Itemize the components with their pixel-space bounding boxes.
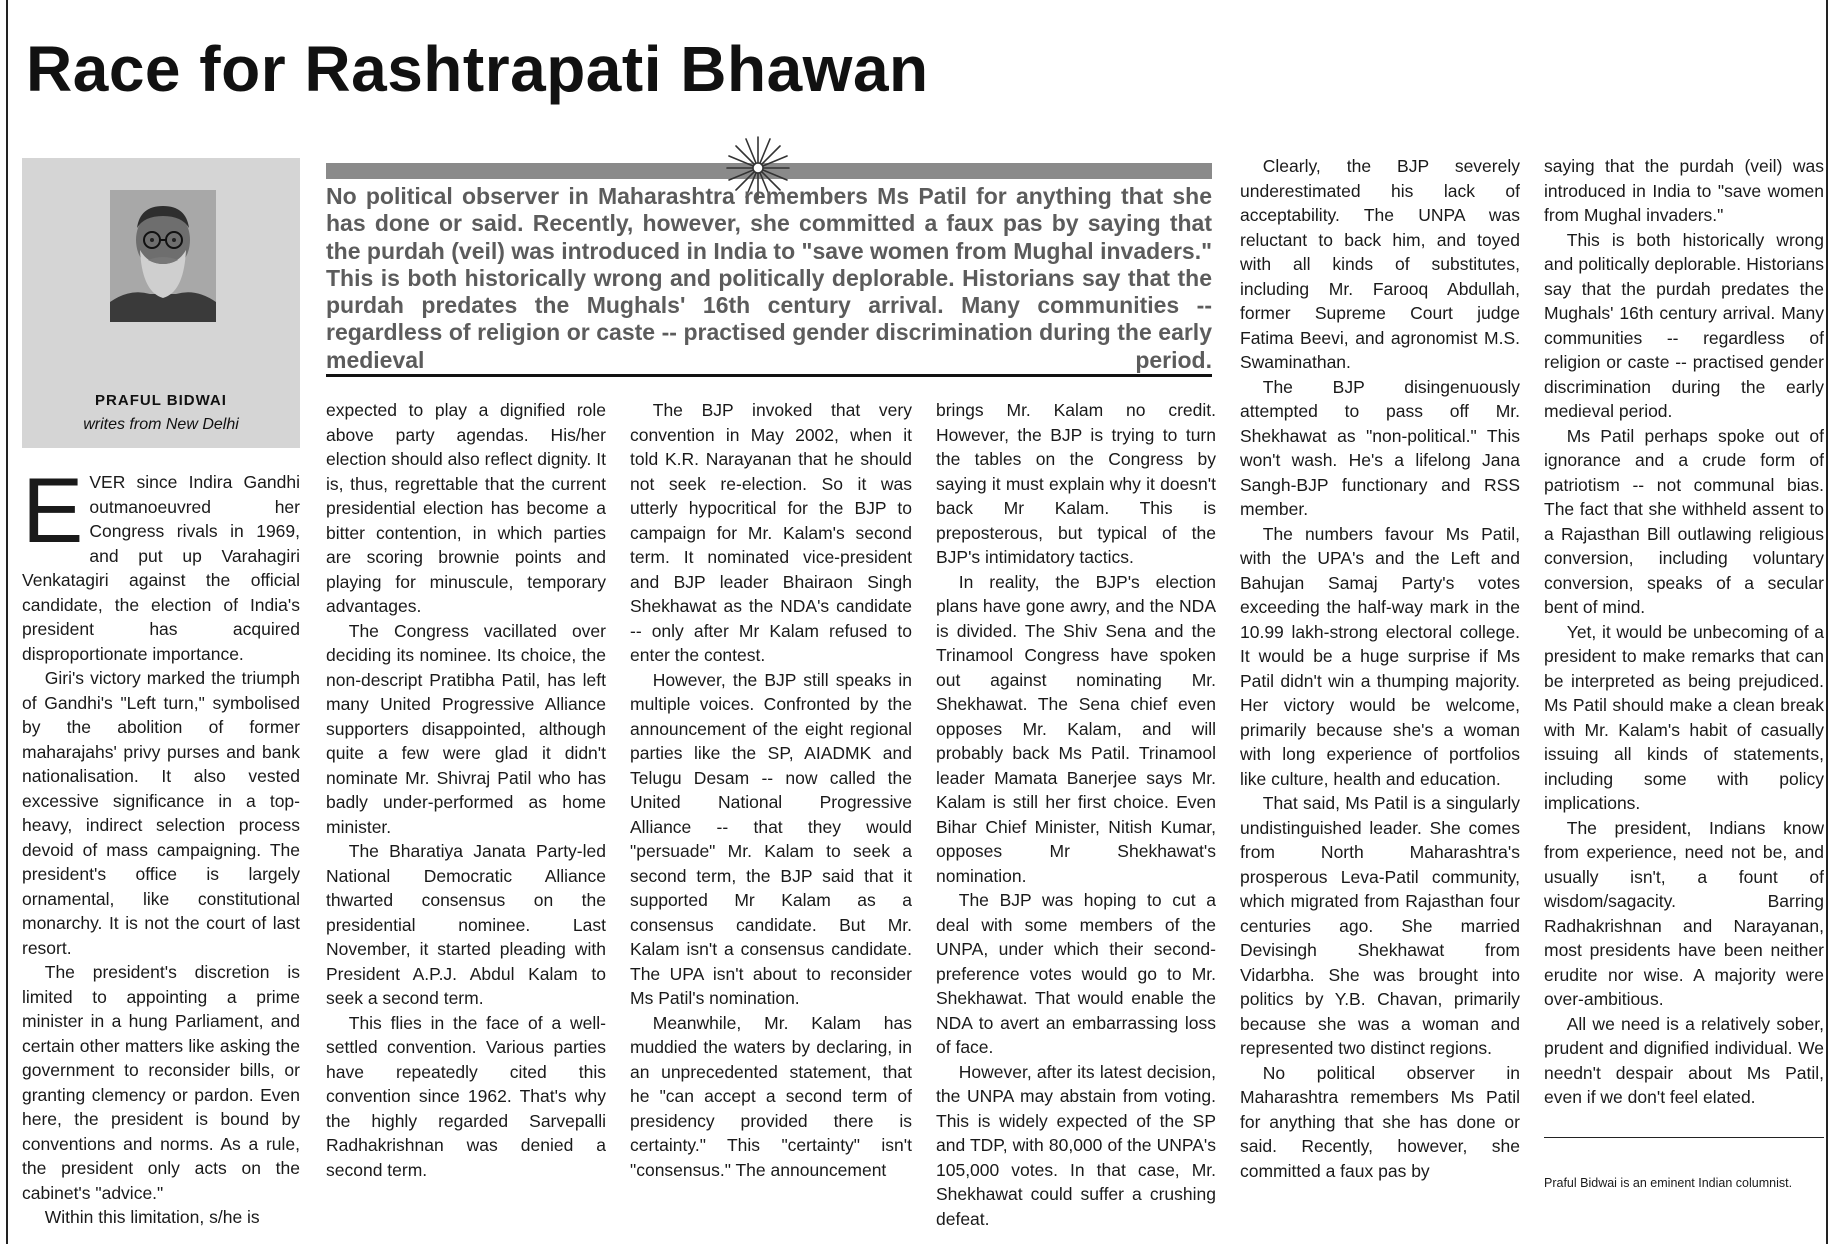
author-name: PRAFUL BIDWAI	[95, 392, 227, 409]
author-photo	[110, 190, 216, 322]
paragraph: The BJP was hoping to cut a deal with some members of the UNPA, under which their second-preference votes would go to Mr. Shekhawat. That would enable the NDA to avert an embarrassing loss of face.	[936, 890, 1216, 1057]
paragraph: Yet, it would be unbecoming of a president to make remarks that can be interpreted as being prejudiced. Ms Patil should make a clean break with Mr. Kalam's habit of casually issuing all kinds of statements, including some with policy implications.	[1544, 621, 1824, 813]
paragraph: The BJP disingenuously attempted to pass off Mr. Shekhawat as "non-political." This won't wash. He's a lifelong Jana Sangh-BJP functionary and RSS member.	[1240, 376, 1520, 519]
paragraph: brings Mr. Kalam no credit. However, the BJP is trying to turn the tables on the Congress by saying it must explain why it doesn't back Mr Kalam. This is preposterous, but typical of the BJP's intimidatory tactics.	[936, 400, 1216, 567]
paragraph: However, after its latest decision, the UNPA may abstain from voting. This is widely expected of the SP and TDP, with 80,000 of the UNPA's 105,000 votes. In that case, Mr. Shekhawat could suffer a crushing defeat.	[936, 1061, 1216, 1229]
headline: Race for Rashtrapati Bhawan	[26, 33, 929, 105]
paragraph: Meanwhile, Mr. Kalam has muddied the waters by declaring, in an unprecedented statement, that he "can accept a second term of presidency provided there is certainty." This "certainty" isn't "consensus." The announcement	[630, 1012, 912, 1180]
paragraph: That said, Ms Patil is a singularly undistinguished leader. She comes from North Maharashtra's prosperous Leva-Patil community, which migrated from Rajasthan four centuries ago. She married Devisingh Shekhawat from Vidarbha. She was brought into politics by Y.B. Chavan, primarily because she was a woman and represented two distinct regions.	[1240, 793, 1520, 1058]
author-location: writes from New Delhi	[83, 416, 239, 433]
drop-cap: E	[22, 470, 84, 562]
article-column-2	[326, 398, 606, 1244]
article-column-4	[936, 398, 1216, 1244]
page-border-left	[6, 0, 8, 1244]
article-end-rule	[1544, 1137, 1824, 1138]
paragraph: saying that the purdah (veil) was introduced in India to "save women from Mughal invaders."	[1544, 156, 1824, 225]
author-portrait-icon	[110, 190, 216, 322]
page-border-right	[1826, 0, 1828, 1244]
paragraph: The president, Indians know from experience, need not be, and usually isn't, a fount of wisdom/sagacity. Barring Radhakrishnan and Narayanan, most presidents have been neither erudite nor wise. A majority were over-ambitious.	[1544, 817, 1824, 1009]
article-column-1	[22, 470, 300, 1244]
author-note: Praful Bidwai is an eminent Indian columnist.	[1544, 1176, 1793, 1190]
paragraph: The Congress vacillated over deciding its nominee. Its choice, the non-descript Pratibha Patil, has left many United Progressive Alliance supporters disappointed, although quite a few were glad it didn't nominate Mr. Shivraj Patil who has badly under-performed as home minister.	[326, 620, 606, 837]
article-column-5	[1240, 154, 1520, 1244]
paragraph: Within this limitation, s/he is	[44, 1207, 260, 1227]
paragraph: expected to play a dignified role above party agendas. His/her election should also reflect dignity. It is, thus, regrettable that the current presidential election has become a bitter contention, in which parties are scoring brownie points and playing for minuscule, temporary advantages.	[326, 400, 606, 616]
paragraph: The Bharatiya Janata Party-led National Democratic Alliance thwarted consensus on the presidential nominee. Last November, it started pleading with President A.P.J. Abdul Kalam to seek a second term.	[326, 841, 606, 1008]
author-box	[22, 158, 300, 448]
paragraph: This flies in the face of a well-settled convention. Various parties have repeatedly cited this convention since 1962. That's why the highly regarded Sarvepalli Radhakrishnan was denied a second term.	[326, 1012, 606, 1180]
paragraph: In reality, the BJP's election plans have gone awry, and the NDA is divided. The Shiv Sena and the Trinamool Congress have spoken out against nominating Mr. Shekhawat. The Sena chief even opposes Mr. Kalam, and will probably back Ms Patil. Trinamool leader Mamata Banerjee says Mr. Kalam is still her first choice. Even Bihar Chief Minister, Nitish Kumar, opposes Mr Shekhawat's nomination.	[936, 571, 1216, 886]
pull-quote-rule	[326, 374, 1212, 377]
paragraph: The president's discretion is limited to appointing a prime minister in a hung Parliament, and certain other matters like asking the government to reconsider bills, or granting clemency or pardon. Even here, the president is bound by conventions and norms. As a rule, the president only acts on the cabinet's "advice."	[22, 962, 300, 1203]
paragraph: The BJP invoked that very convention in May 2002, when it told K.R. Narayanan that he should not seek re-election. So it was utterly hypocritical for the BJP to campaign for Mr. Kalam's second term. It nominated vice-president and BJP leader Bhairaon Singh Shekhawat as the NDA's candidate -- only after Mr Kalam refused to enter the contest.	[630, 400, 912, 665]
paragraph: Giri's victory marked the triumph of Gandhi's "Left turn," symbolised by the abolition of former maharajahs' privy purses and bank nationalisation. It also vested excessive significance in a top-heavy, indirect selection process devoid of mass campaigning. The president's office is largely ornamental, like constitutional monarchy. It is not the court of last resort.	[22, 668, 300, 958]
paragraph: However, the BJP still speaks in multiple voices. Confronted by the announcement of the eight regional parties like the SP, AIADMK and Telugu Desam -- now called the United National Progressive Alliance -- that they would "persuade" Mr. Kalam to seek a second term, the BJP said that it supported Mr Kalam as a consensus candidate. But Mr. Kalam isn't a consensus candidate. The UPA isn't about to reconsider Ms Patil's nomination.	[630, 669, 912, 1008]
paragraph: The numbers favour Ms Patil, with the UPA's and the Left and Bahujan Samaj Party's votes exceeding the half-way mark in the 10.99 lakh-strong electoral college. It would be a huge surprise if Ms Patil didn't win a thumping majority. Her victory would be welcome, primarily because she's a woman with long experience of portfolios like culture, health and education.	[1240, 523, 1520, 789]
paragraph: No political observer in Maharashtra remembers Ms Patil for anything that she has done or said. Recently, however, she committed a faux pas by	[1240, 1062, 1520, 1181]
article-column-6	[1544, 154, 1824, 1154]
paragraph: This is both historically wrong and politically deplorable. Historians say that the purdah predates the Mughals' 16th century arrival. Many communities -- regardless of religion or caste -- practised gender discrimination during the early medieval period.	[1544, 229, 1824, 421]
paragraph: Clearly, the BJP severely underestimated his lack of acceptability. The UNPA was reluctant to back him, and toyed with all kinds of substitutes, including Mr. Farooq Abdullah, former Supreme Court judge Fatima Beevi, and agronomist M.S. Swaminathan.	[1240, 156, 1520, 372]
pull-quote: No political observer in Maharashtra remembers Ms Patil for anything that she has done or said. Recently, however, she committed a faux pas by saying that the purdah (veil) was introduced in India to "save women from Mughal invaders." This is both historically wrong and politically deplorable. Historians say that the purdah predates the Mughals' 16th century arrival. Many communities -- regardless of religion or caste -- practised gender discrimination during the early medieval period.	[326, 183, 1212, 373]
paragraph: All we need is a relatively sober, prudent and dignified individual. We needn't despair about Ms Patil, even if we don't feel elated.	[1544, 1013, 1824, 1107]
article-column-3	[630, 398, 912, 1244]
paragraph: EVER since Indira Gandhi outmanoeuvred her Congress rivals in 1969, and put up Varahagiri Venkatagiri against the official candidate, the election of India's president has acquired disproportionate importance.	[22, 470, 300, 664]
paragraph: Ms Patil perhaps spoke out of ignorance and a crude form of patriotism -- not communal bias. The fact that she withheld assent to a Rajasthan Bill outlawing religious conversion, including voluntary conversion, speaks of a secular bent of mind.	[1544, 425, 1824, 617]
